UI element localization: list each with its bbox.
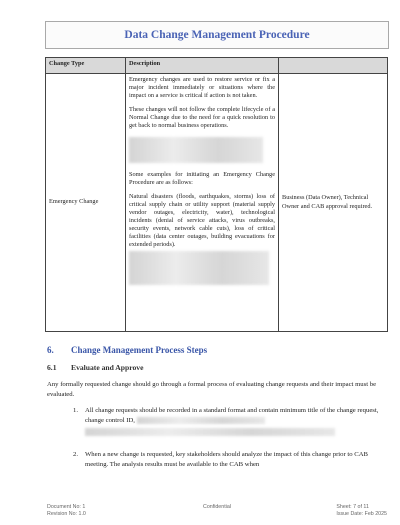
footer-sheet: Sheet: 7 of 11 [336,504,369,510]
description-paragraph: Natural disasters (floods, earthquakes, storms) loss of critical supply chain or utility support (material supply vendor outages, electricity, water), technological incidents (denial of service attacks, virus outbreaks, security events, network cable cuts), loss of critical facilities (data center outages, building evacuations for extended periods). [129,192,275,249]
description-cell [126,74,279,332]
footer-issue-date: Issue Date: Feb 2025 [336,510,387,517]
change-type-cell: Emergency Change [46,74,126,332]
description-paragraph: These changes will not follow the complete lifecycle of a Normal Change due to the need for a quick resolution to get back to normal business operations. [129,106,275,130]
subsection-title: Evaluate and Approve [71,363,144,372]
redacted-text [129,251,269,285]
description-paragraph: Some examples for initiating an Emergency Change Procedure are as follows: [129,170,275,186]
list-item-text: When a new change is requested, key stakeholders should analyze the impact of this change prior to CAB meeting. The analysis results must be available to the CAB when [85,451,369,468]
footer-revision: Revision No: 1.0 [47,510,86,517]
approval-cell: Business (Data Owner), Technical Owner and CAB approval required. [279,74,388,332]
section-title: Change Management Process Steps [71,345,208,355]
change-type-table [45,57,388,332]
document-title: Data Change Management Procedure [124,29,310,41]
footer-classification: Confidential [203,504,231,510]
section-number: 6. [47,345,54,355]
intro-paragraph: Any formally requested change should go through a formal process of evaluating change requests and their impact must be evaluated. [47,381,377,398]
header-change-type: Change Type [46,58,126,74]
redacted-text [129,137,263,163]
list-item-number: 1. [73,407,79,414]
list-item [73,406,385,436]
subsection-heading [47,363,143,372]
section-heading [47,345,207,355]
redacted-text [137,417,265,424]
header-description: Description [126,58,279,74]
list-item-text: All change requests should be recorded in a standard format and contain minimum title of the change request, change control ID, [85,407,379,424]
page-footer [47,504,387,520]
description-paragraph: Emergency changes are used to restore service or fix a major incident immediately or situations where the impact on a service is critical if action is not taken. [129,76,275,100]
subsection-number: 6.1 [47,363,57,372]
redacted-text [85,428,335,436]
list-item [73,450,385,470]
footer-doc-no: Document No: 1 [47,504,86,510]
table-row [46,74,388,332]
document-title-box [45,21,389,49]
table-header-row [46,58,388,74]
list-item-number: 2. [73,451,79,458]
header-approval [279,58,388,74]
